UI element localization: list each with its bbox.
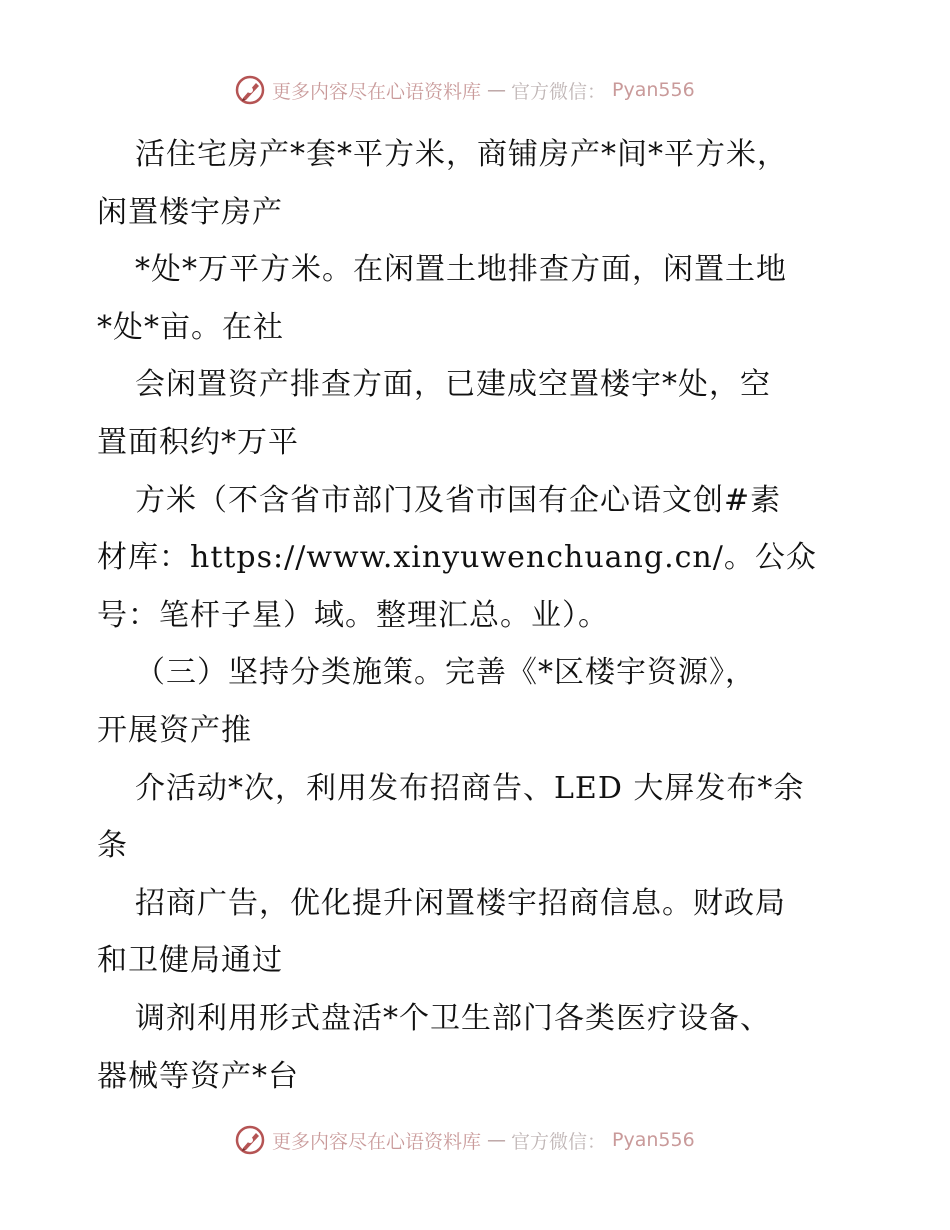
body-line: 材库：https://www.xinyuwenchuang.cn/。公众 <box>97 540 817 576</box>
body-line: *处*亩。在社 <box>97 309 284 345</box>
body-line: 器械等资产*台 <box>97 1058 299 1094</box>
body-line: 招商广告，优化提升闲置楼宇招商信息。财政局 <box>135 885 786 921</box>
body-line: 会闲置资产排查方面，已建成空置楼宇*处，空 <box>135 367 771 403</box>
watermark-account: Pyan556 <box>612 1129 695 1151</box>
body-line: 置面积约*万平 <box>97 424 299 460</box>
footer-watermark <box>234 1122 695 1158</box>
watermark-official-label: 官方微信： <box>511 1130 607 1153</box>
watermark-account: Pyan556 <box>612 79 695 101</box>
body-line: 活住宅房产*套*平方米，商铺房产*间*平方米， <box>135 137 788 172</box>
body-line: *处*万平方米。在闲置土地排查方面，闲置土地 <box>135 252 787 288</box>
pen-logo-icon <box>234 1124 266 1156</box>
body-line: 开展资产推 <box>97 712 252 748</box>
watermark-dash: — <box>487 79 506 101</box>
body-line: 和卫健局通过 <box>97 943 283 979</box>
body-line: 条 <box>97 828 128 864</box>
body-line: 介活动*次，利用发布招商告、LED 大屏发布*余 <box>135 770 805 806</box>
body-line: 调剂利用形式盘活*个卫生部门各类医疗设备、 <box>135 1000 771 1036</box>
body-line: 方米（不含省市部门及省市国有企心语文创#素 <box>135 482 782 518</box>
watermark-slogan: 更多内容尽在心语资料库 <box>272 1130 482 1153</box>
watermark-dash: — <box>487 1129 506 1151</box>
header-watermark <box>234 72 695 108</box>
body-line: 号：笔杆子星）域。整理汇总。业）。 <box>97 597 609 633</box>
watermark-slogan: 更多内容尽在心语资料库 <box>272 80 482 103</box>
pen-logo-icon <box>234 74 266 106</box>
watermark-official-label: 官方微信： <box>511 80 607 103</box>
body-line: （三）坚持分类施策。完善《*区楼宇资源》， <box>135 655 756 691</box>
body-line: 闲置楼宇房产 <box>97 194 283 230</box>
document-body <box>97 126 867 1105</box>
